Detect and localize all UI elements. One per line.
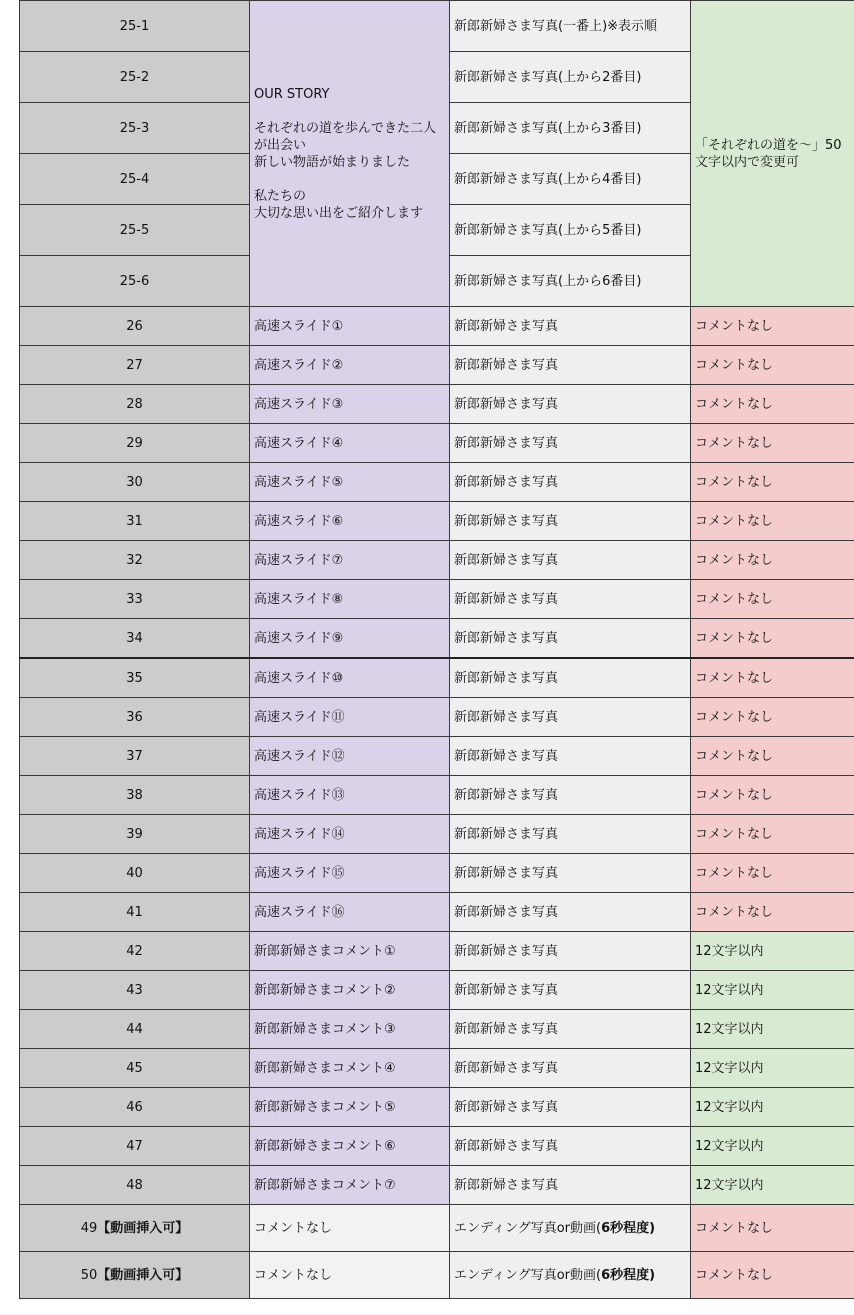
story-line: 大切な思い出をご紹介します	[254, 205, 424, 221]
photo-cell[interactable]: 新郎新婦さま写真	[450, 737, 691, 776]
table-row	[20, 502, 854, 541]
spreadsheet-table	[19, 0, 854, 1299]
row-id-number: 49	[80, 1220, 98, 1236]
title-cell[interactable]: 新郎新婦さまコメント⑤	[250, 1088, 450, 1127]
title-cell[interactable]: 高速スライド⑫	[250, 737, 450, 776]
table-row	[20, 307, 854, 346]
title-cell[interactable]: 高速スライド②	[250, 346, 450, 385]
note-cell[interactable]: コメントなし	[691, 698, 854, 737]
row-id-cell[interactable]	[20, 1205, 250, 1252]
table-row	[20, 1010, 854, 1049]
photo-cell[interactable]: 新郎新婦さま写真	[450, 385, 691, 424]
note-cell[interactable]: コメントなし	[691, 385, 854, 424]
title-cell[interactable]: 新郎新婦さまコメント⑥	[250, 1127, 450, 1166]
photo-cell[interactable]: 新郎新婦さま写真	[450, 971, 691, 1010]
row-id-cell[interactable]: 30	[20, 463, 250, 502]
video-allowed-tag: 【動画挿入可】	[97, 1220, 189, 1236]
title-cell[interactable]: 高速スライド⑦	[250, 541, 450, 580]
photo-text-tail: )	[649, 1220, 656, 1236]
photo-cell[interactable]: 新郎新婦さま写真	[450, 502, 691, 541]
simple-rows	[20, 307, 854, 1205]
photo-cell[interactable]	[450, 1205, 691, 1252]
photo-text: エンディング写真or動画(	[454, 1220, 602, 1236]
note-cell[interactable]: 12文字以内	[691, 1088, 854, 1127]
story-line-gap	[254, 103, 445, 120]
row-id-cell[interactable]: 33	[20, 580, 250, 619]
title-cell[interactable]: 新郎新婦さまコメント⑦	[250, 1166, 450, 1205]
note-cell[interactable]: コメントなし	[691, 619, 854, 659]
row-id-cell[interactable]: 43	[20, 971, 250, 1010]
note-cell[interactable]: コメントなし	[691, 580, 854, 619]
row-id-cell[interactable]: 45	[20, 1049, 250, 1088]
photo-cell[interactable]: 新郎新婦さま写真	[450, 815, 691, 854]
table-row	[20, 1166, 854, 1205]
photo-cell[interactable]: 新郎新婦さま写真	[450, 932, 691, 971]
note-cell[interactable]: コメントなし	[691, 424, 854, 463]
table-row	[20, 385, 854, 424]
note-cell[interactable]: コメントなし	[691, 854, 854, 893]
title-cell[interactable]: 新郎新婦さまコメント③	[250, 1010, 450, 1049]
row-id-cell[interactable]: 41	[20, 893, 250, 932]
photo-cell[interactable]: 新郎新婦さま写真(上から4番目)	[450, 154, 691, 205]
story-line-gap	[254, 171, 445, 188]
note-cell[interactable]: コメントなし	[691, 893, 854, 932]
table-row	[20, 1088, 854, 1127]
title-cell[interactable]: コメントなし	[250, 1205, 450, 1252]
photo-cell[interactable]: 新郎新婦さま写真	[450, 307, 691, 346]
title-cell[interactable]: コメントなし	[250, 1252, 450, 1299]
title-cell[interactable]: 高速スライド⑨	[250, 619, 450, 659]
title-cell[interactable]: 高速スライド⑤	[250, 463, 450, 502]
row-id-cell[interactable]: 37	[20, 737, 250, 776]
note-cell[interactable]: コメントなし	[691, 346, 854, 385]
table-row	[20, 932, 854, 971]
note-cell[interactable]: コメントなし	[691, 1205, 854, 1252]
photo-cell[interactable]: 新郎新婦さま写真(上から6番目)	[450, 256, 691, 307]
note-cell[interactable]: コメントなし	[691, 815, 854, 854]
row-id-cell[interactable]: 40	[20, 854, 250, 893]
story-note-cell[interactable]: 「それぞれの道を～」50文字以内で変更可	[691, 1, 854, 307]
story-line: OUR STORY	[254, 86, 330, 102]
table-row	[20, 776, 854, 815]
photo-cell[interactable]: 新郎新婦さま写真	[450, 1127, 691, 1166]
row-id-cell[interactable]: 25-4	[20, 154, 250, 205]
our-story-title-cell[interactable]	[250, 1, 450, 307]
row-id-cell[interactable]: 31	[20, 502, 250, 541]
photo-cell[interactable]: 新郎新婦さま写真	[450, 658, 691, 698]
table-row	[20, 854, 854, 893]
photo-cell[interactable]: 新郎新婦さま写真(上から3番目)	[450, 103, 691, 154]
table-row	[20, 737, 854, 776]
row-id-cell[interactable]: 35	[20, 658, 250, 698]
note-cell[interactable]: コメントなし	[691, 307, 854, 346]
photo-cell[interactable]: 新郎新婦さま写真(上から5番目)	[450, 205, 691, 256]
photo-cell[interactable]: 新郎新婦さま写真	[450, 346, 691, 385]
title-cell[interactable]: 高速スライド⑧	[250, 580, 450, 619]
duration-text: 6秒程度	[601, 1267, 650, 1283]
row-id-cell[interactable]: 27	[20, 346, 250, 385]
row-id-cell[interactable]: 32	[20, 541, 250, 580]
row-id-cell[interactable]: 28	[20, 385, 250, 424]
title-cell[interactable]: 高速スライド⑪	[250, 698, 450, 737]
title-cell[interactable]: 新郎新婦さまコメント②	[250, 971, 450, 1010]
title-cell[interactable]: 高速スライド⑬	[250, 776, 450, 815]
table-row	[20, 463, 854, 502]
row-id-cell[interactable]: 25-5	[20, 205, 250, 256]
table-row	[20, 815, 854, 854]
table-row	[20, 1049, 854, 1088]
title-cell[interactable]: 高速スライド⑥	[250, 502, 450, 541]
title-cell[interactable]: 高速スライド④	[250, 424, 450, 463]
note-cell[interactable]: コメントなし	[691, 737, 854, 776]
table-row	[20, 346, 854, 385]
photo-cell[interactable]: 新郎新婦さま写真(上から2番目)	[450, 52, 691, 103]
note-cell[interactable]: 12文字以内	[691, 932, 854, 971]
note-cell[interactable]: 12文字以内	[691, 971, 854, 1010]
table-row	[20, 658, 854, 698]
title-cell[interactable]: 新郎新婦さまコメント④	[250, 1049, 450, 1088]
story-line: 新しい物語が始まりました	[254, 154, 411, 170]
row-id-cell[interactable]: 25-6	[20, 256, 250, 307]
photo-cell[interactable]: 新郎新婦さま写真	[450, 698, 691, 737]
story-line: 私たちの	[254, 188, 307, 204]
photo-cell[interactable]: 新郎新婦さま写真	[450, 619, 691, 659]
ending-rows	[20, 1205, 854, 1299]
row-id-cell[interactable]: 42	[20, 932, 250, 971]
table-row	[20, 893, 854, 932]
table-row	[20, 698, 854, 737]
photo-text-tail: )	[649, 1267, 656, 1283]
photo-cell[interactable]: 新郎新婦さま写真	[450, 776, 691, 815]
title-cell[interactable]: 新郎新婦さまコメント①	[250, 932, 450, 971]
photo-cell[interactable]: 新郎新婦さま写真(一番上)※表示順	[450, 1, 691, 52]
table-row	[20, 971, 854, 1010]
row-id-cell[interactable]: 29	[20, 424, 250, 463]
duration-text: 6秒程度	[601, 1220, 650, 1236]
row-id-cell[interactable]: 46	[20, 1088, 250, 1127]
table-row	[20, 1252, 854, 1299]
title-cell[interactable]: 高速スライド⑭	[250, 815, 450, 854]
row-id-cell[interactable]: 25-3	[20, 103, 250, 154]
photo-cell[interactable]: 新郎新婦さま写真	[450, 854, 691, 893]
note-cell[interactable]: コメントなし	[691, 502, 854, 541]
row-id-cell[interactable]: 25-2	[20, 52, 250, 103]
photo-cell[interactable]: 新郎新婦さま写真	[450, 1166, 691, 1205]
table-row	[20, 619, 854, 659]
photo-cell[interactable]: 新郎新婦さま写真	[450, 541, 691, 580]
row-id-cell[interactable]: 48	[20, 1166, 250, 1205]
photo-text: エンディング写真or動画(	[454, 1267, 602, 1283]
table-row	[20, 580, 854, 619]
story-line: それぞれの道を歩んできた二人が出会い	[254, 120, 437, 153]
table-row	[20, 1, 854, 52]
row-id-cell[interactable]	[20, 1252, 250, 1299]
table-row	[20, 541, 854, 580]
note-cell[interactable]: コメントなし	[691, 1252, 854, 1299]
table-row	[20, 1205, 854, 1252]
row-id-cell[interactable]: 38	[20, 776, 250, 815]
photo-cell[interactable]: 新郎新婦さま写真	[450, 580, 691, 619]
row-id-cell[interactable]: 34	[20, 619, 250, 659]
title-cell[interactable]: 高速スライド⑮	[250, 854, 450, 893]
table-row	[20, 1127, 854, 1166]
note-cell[interactable]: 12文字以内	[691, 1127, 854, 1166]
photo-cell[interactable]: 新郎新婦さま写真	[450, 893, 691, 932]
row-id-cell[interactable]: 25-1	[20, 1, 250, 52]
row-id-number: 50	[80, 1267, 98, 1283]
note-cell[interactable]: コメントなし	[691, 463, 854, 502]
title-cell[interactable]: 高速スライド③	[250, 385, 450, 424]
photo-cell[interactable]: 新郎新婦さま写真	[450, 1010, 691, 1049]
photo-cell[interactable]: 新郎新婦さま写真	[450, 1088, 691, 1127]
row-id-cell[interactable]: 47	[20, 1127, 250, 1166]
row-id-cell[interactable]: 36	[20, 698, 250, 737]
row-id-cell[interactable]: 44	[20, 1010, 250, 1049]
note-cell[interactable]: コメントなし	[691, 541, 854, 580]
note-cell[interactable]: 12文字以内	[691, 1166, 854, 1205]
photo-cell[interactable]	[450, 1252, 691, 1299]
photo-cell[interactable]: 新郎新婦さま写真	[450, 1049, 691, 1088]
row-id-cell[interactable]: 39	[20, 815, 250, 854]
video-allowed-tag: 【動画挿入可】	[97, 1267, 189, 1283]
note-cell[interactable]: 12文字以内	[691, 1049, 854, 1088]
note-cell[interactable]: 12文字以内	[691, 1010, 854, 1049]
photo-cell[interactable]: 新郎新婦さま写真	[450, 463, 691, 502]
title-cell[interactable]: 高速スライド①	[250, 307, 450, 346]
photo-cell[interactable]: 新郎新婦さま写真	[450, 424, 691, 463]
table-row	[20, 424, 854, 463]
note-cell[interactable]: コメントなし	[691, 776, 854, 815]
row-id-cell[interactable]: 26	[20, 307, 250, 346]
title-cell[interactable]: 高速スライド⑯	[250, 893, 450, 932]
title-cell[interactable]: 高速スライド⑩	[250, 658, 450, 698]
note-cell[interactable]: コメントなし	[691, 658, 854, 698]
